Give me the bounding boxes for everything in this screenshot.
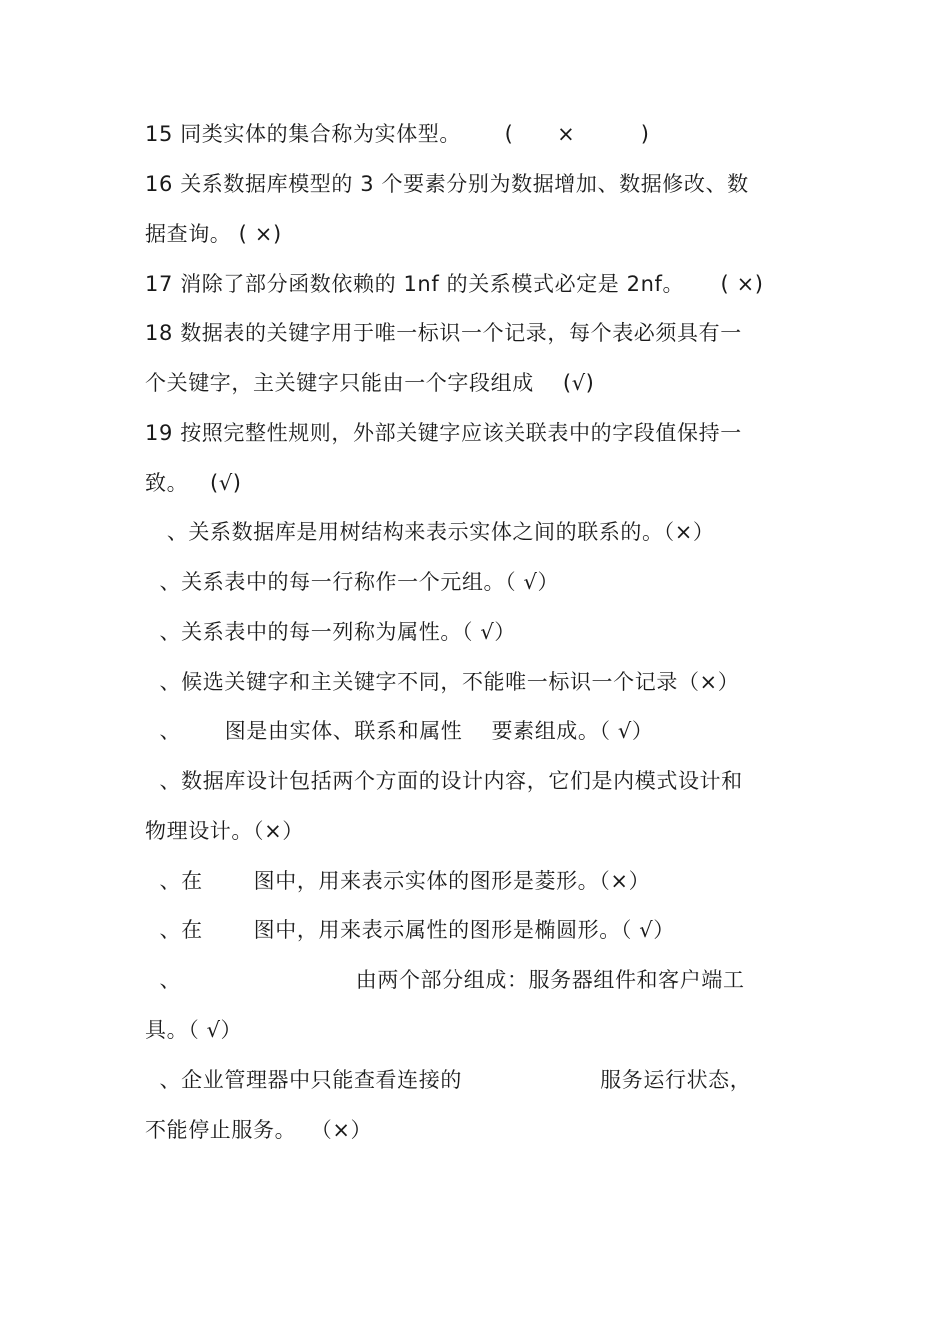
text-line: 、关系数据库是用树结构来表示实体之间的联系的。（×） [145, 520, 715, 544]
text-line: 、在 图中，用来表示实体的图形是菱形。（×） [145, 869, 651, 893]
text-line: 物理设计。（×） [145, 819, 304, 843]
text-line: 15 同类实体的集合称为实体型。 ( × ) [145, 122, 650, 146]
text-line: 、企业管理器中只能查看连接的 服务运行状态， [145, 1068, 752, 1092]
text-line: 、候选关键字和主关键字不同，不能唯一标识一个记录（×） [145, 670, 740, 694]
text-line: 致。 (√) [145, 471, 242, 495]
text-line: 具。（ √） [145, 1018, 243, 1042]
text-line: 个关键字，主关键字只能由一个字段组成 (√) [145, 371, 595, 395]
text-line: 、 图是由实体、联系和属性 要素组成。（ √） [145, 719, 654, 743]
text-line: 据查询。 ( ×) [145, 222, 282, 246]
text-line: 、 由两个部分组成：服务器组件和客户端工 [145, 968, 745, 992]
text-line: 18 数据表的关键字用于唯一标识一个记录，每个表必须具有一 [145, 321, 742, 345]
text-line: 16 关系数据库模型的 3 个要素分别为数据增加、数据修改、数 [145, 172, 749, 196]
text-line: 不能停止服务。 （×） [145, 1118, 373, 1142]
text-line: 17 消除了部分函数依赖的 1nf 的关系模式必定是 2nf。 ( ×) [145, 272, 764, 296]
text-line: 19 按照完整性规则，外部关键字应该关联表中的字段值保持一 [145, 421, 742, 445]
text-line: 、在 图中，用来表示属性的图形是椭圆形。（ √） [145, 918, 675, 942]
text-line: 、关系表中的每一行称作一个元组。（ √） [145, 570, 560, 594]
text-line: 、数据库设计包括两个方面的设计内容，它们是内模式设计和 [145, 769, 743, 793]
text-line: 、关系表中的每一列称为属性。（ √） [145, 620, 516, 644]
